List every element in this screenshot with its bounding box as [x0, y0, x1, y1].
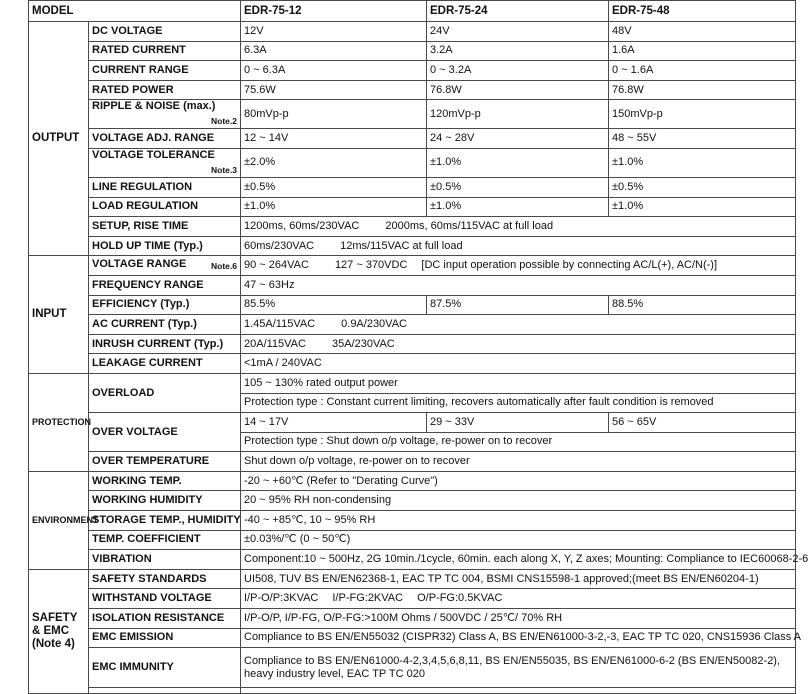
group-environment: ENVIRONMENT	[29, 471, 89, 569]
cell: ±1.0%	[427, 148, 609, 177]
cell	[241, 334, 796, 354]
cell: ±1.0%	[609, 197, 796, 217]
cell: 105 ~ 130% rated output power	[241, 373, 796, 393]
table-row	[29, 41, 796, 61]
cell-part: O/P-FG:0.5KVAC	[417, 592, 503, 605]
row-label	[89, 256, 241, 276]
cell: ±2.0%	[241, 148, 427, 177]
table-row	[29, 275, 796, 295]
table-row	[29, 628, 796, 648]
cell: 0 ~ 1.6A	[609, 61, 796, 81]
row-label: OVER TEMPERATURE	[89, 452, 241, 472]
table-row	[29, 315, 796, 335]
cell: 76.8W	[609, 80, 796, 100]
cell-part: 0.9A/230VAC	[341, 317, 407, 330]
cell: 80mVp-p	[241, 100, 427, 129]
table-row	[29, 688, 796, 694]
cell: ±0.5%	[427, 177, 609, 197]
cell-part: I/P-FG:2KVAC	[332, 592, 404, 605]
row-label: WORKING TEMP.	[89, 471, 241, 491]
cell-part: 2000ms, 60ms/115VAC at full load	[385, 219, 554, 232]
table-row	[29, 550, 796, 570]
cell-part: [DC input operation possible by connecting AC/L(+), AC/N(-)]	[421, 259, 718, 272]
cell: 76.8W	[427, 80, 609, 100]
table-row	[29, 511, 796, 531]
model-header: MODEL	[29, 1, 241, 22]
row-label	[89, 100, 241, 129]
table-row	[29, 22, 796, 42]
cell	[241, 315, 796, 335]
row-label: OVERLOAD	[89, 373, 241, 412]
table-row	[29, 256, 796, 276]
row-label: LEAKAGE CURRENT	[89, 354, 241, 374]
cell: 24V	[427, 22, 609, 42]
cell-part: 127 ~ 370VDC	[334, 259, 408, 272]
cell: ±1.0%	[609, 148, 796, 177]
row-label: HOLD UP TIME (Typ.)	[89, 236, 241, 256]
label-text: VOLTAGE RANGE	[92, 258, 187, 271]
row-label: DC VOLTAGE	[89, 22, 241, 42]
row-label: VOLTAGE ADJ. RANGE	[89, 129, 241, 149]
cell: Protection type : Constant current limiting, recovers automatically after fault condition is removed	[241, 393, 796, 413]
cell: 48V	[609, 22, 796, 42]
table-row	[29, 217, 796, 237]
row-label: INRUSH CURRENT (Typ.)	[89, 334, 241, 354]
table-row	[29, 100, 796, 129]
table-row	[29, 530, 796, 550]
row-label: SAFETY STANDARDS	[89, 569, 241, 589]
cell: Shut down o/p voltage, re-power on to recover	[241, 452, 796, 472]
cell	[241, 688, 796, 694]
table-row	[29, 648, 796, 688]
model-3: EDR-75-48	[609, 1, 796, 22]
table-row	[29, 491, 796, 511]
note-ref: Note.3	[211, 164, 237, 175]
table-row	[29, 295, 796, 315]
row-label: STORAGE TEMP., HUMIDITY	[89, 511, 241, 531]
cell	[241, 236, 796, 256]
cell: -40 ~ +85℃, 10 ~ 95% RH	[241, 511, 796, 531]
cell: 12 ~ 14V	[241, 129, 427, 149]
table-row	[29, 471, 796, 491]
cell	[241, 256, 796, 276]
cell: UI508, TUV BS EN/EN62368-1, EAC TP TC 004, BSMI CNS15598-1 approved;(meet BS EN/EN60204-1)	[241, 569, 796, 589]
cell: 6.3A	[241, 41, 427, 61]
row-label: LOAD REGULATION	[89, 197, 241, 217]
row-label: RATED CURRENT	[89, 41, 241, 61]
cell: Component:10 ~ 500Hz, 2G 10min./1cycle, 60min. each along X, Y, Z axes; Mounting: Compliance to IEC60068-2-6	[241, 550, 796, 570]
table-row	[29, 589, 796, 609]
group-input: INPUT	[29, 256, 89, 374]
cell-part: 12ms/115VAC at full load	[340, 239, 463, 252]
cell-part: 35A/230VAC	[331, 337, 395, 350]
row-label: ISOLATION RESISTANCE	[89, 609, 241, 629]
table-row	[29, 148, 796, 177]
row-label: RATED POWER	[89, 80, 241, 100]
row-label: VIBRATION	[89, 550, 241, 570]
cell: 0 ~ 3.2A	[427, 61, 609, 81]
cell-part: 90 ~ 264VAC	[244, 259, 309, 272]
cell: 120mVp-p	[427, 100, 609, 129]
cell: 14 ~ 17V	[241, 413, 427, 433]
table-row	[29, 569, 796, 589]
cell: 20 ~ 95% RH non-condensing	[241, 491, 796, 511]
header-row	[29, 1, 796, 22]
cell-part: I/P-O/P:3KVAC	[244, 592, 319, 605]
cell: Compliance to BS EN/EN55032 (CISPR32) Class A, BS EN/EN61000-3-2,-3, EAC TP TC 020, CNS15936 Class A	[241, 628, 796, 648]
cell	[241, 589, 796, 609]
cell: 48 ~ 55V	[609, 129, 796, 149]
table-row	[29, 61, 796, 81]
table-row	[29, 80, 796, 100]
cell: 87.5%	[427, 295, 609, 315]
row-label: EFFICIENCY (Typ.)	[89, 295, 241, 315]
cell: 47 ~ 63Hz	[241, 275, 796, 295]
cell: 29 ~ 33V	[427, 413, 609, 433]
group-safety: SAFETY & EMC (Note 4)	[29, 569, 89, 693]
cell: 75.6W	[241, 80, 427, 100]
group-protection: PROTECTION	[29, 373, 89, 471]
table-row	[29, 373, 796, 393]
table-row	[29, 354, 796, 374]
table-row	[29, 197, 796, 217]
table-row	[29, 129, 796, 149]
cell-part: 60ms/230VAC	[244, 239, 315, 252]
cell: ±1.0%	[427, 197, 609, 217]
row-label: OVER VOLTAGE	[89, 413, 241, 452]
cell: 12V	[241, 22, 427, 42]
row-label: LINE REGULATION	[89, 177, 241, 197]
row-label: AC CURRENT (Typ.)	[89, 315, 241, 335]
cell: ±1.0%	[241, 197, 427, 217]
note-ref: Note.6	[211, 261, 237, 272]
cell: Compliance to BS EN/EN61000-4-2,3,4,5,6,8,11, BS EN/EN55035, BS EN/EN61000-6-2 (BS EN/EN50082-2), heavy industry level, EAC TP TC 020	[241, 648, 796, 688]
row-label: EMC EMISSION	[89, 628, 241, 648]
cell: 56 ~ 65V	[609, 413, 796, 433]
table-row	[29, 413, 796, 433]
cell: ±0.03%/℃ (0 ~ 50℃)	[241, 530, 796, 550]
group-output: OUTPUT	[29, 22, 89, 256]
row-label: EMC IMMUNITY	[89, 648, 241, 688]
cell: 24 ~ 28V	[427, 129, 609, 149]
cell: Protection type : Shut down o/p voltage, re-power on to recover	[241, 432, 796, 452]
row-label: TEMP. COEFFICIENT	[89, 530, 241, 550]
cell-part: 20A/115VAC	[244, 337, 306, 350]
spec-table	[28, 0, 808, 694]
cell: 3.2A	[427, 41, 609, 61]
cell: 0 ~ 6.3A	[241, 61, 427, 81]
table-row	[29, 177, 796, 197]
cell: ±0.5%	[609, 177, 796, 197]
row-label: FREQUENCY RANGE	[89, 275, 241, 295]
row-label: CURRENT RANGE	[89, 61, 241, 81]
cell: 88.5%	[609, 295, 796, 315]
cell: 150mVp-p	[609, 100, 796, 129]
model-1: EDR-75-12	[241, 1, 427, 22]
cell: 85.5%	[241, 295, 427, 315]
table-row	[29, 609, 796, 629]
cell: ±0.5%	[241, 177, 427, 197]
table-row	[29, 334, 796, 354]
model-2: EDR-75-24	[427, 1, 609, 22]
cell: <1mA / 240VAC	[241, 354, 796, 374]
row-label: WORKING HUMIDITY	[89, 491, 241, 511]
cell	[89, 688, 241, 694]
cell-part: 1200ms, 60ms/230VAC	[244, 219, 360, 232]
cell-part: 1.45A/115VAC	[244, 317, 316, 330]
row-label: SETUP, RISE TIME	[89, 217, 241, 237]
cell	[241, 217, 796, 237]
note-ref: Note.2	[211, 116, 237, 127]
label-text: VOLTAGE TOLERANCE	[92, 148, 215, 161]
cell: I/P-O/P, I/P-FG, O/P-FG:>100M Ohms / 500VDC / 25℃/ 70% RH	[241, 609, 796, 629]
cell: 1.6A	[609, 41, 796, 61]
table-row	[29, 236, 796, 256]
table-row	[29, 452, 796, 472]
cell: -20 ~ +60℃ (Refer to "Derating Curve")	[241, 471, 796, 491]
row-label	[89, 148, 241, 177]
row-label: WITHSTAND VOLTAGE	[89, 589, 241, 609]
label-text: RIPPLE & NOISE (max.)	[92, 100, 216, 113]
